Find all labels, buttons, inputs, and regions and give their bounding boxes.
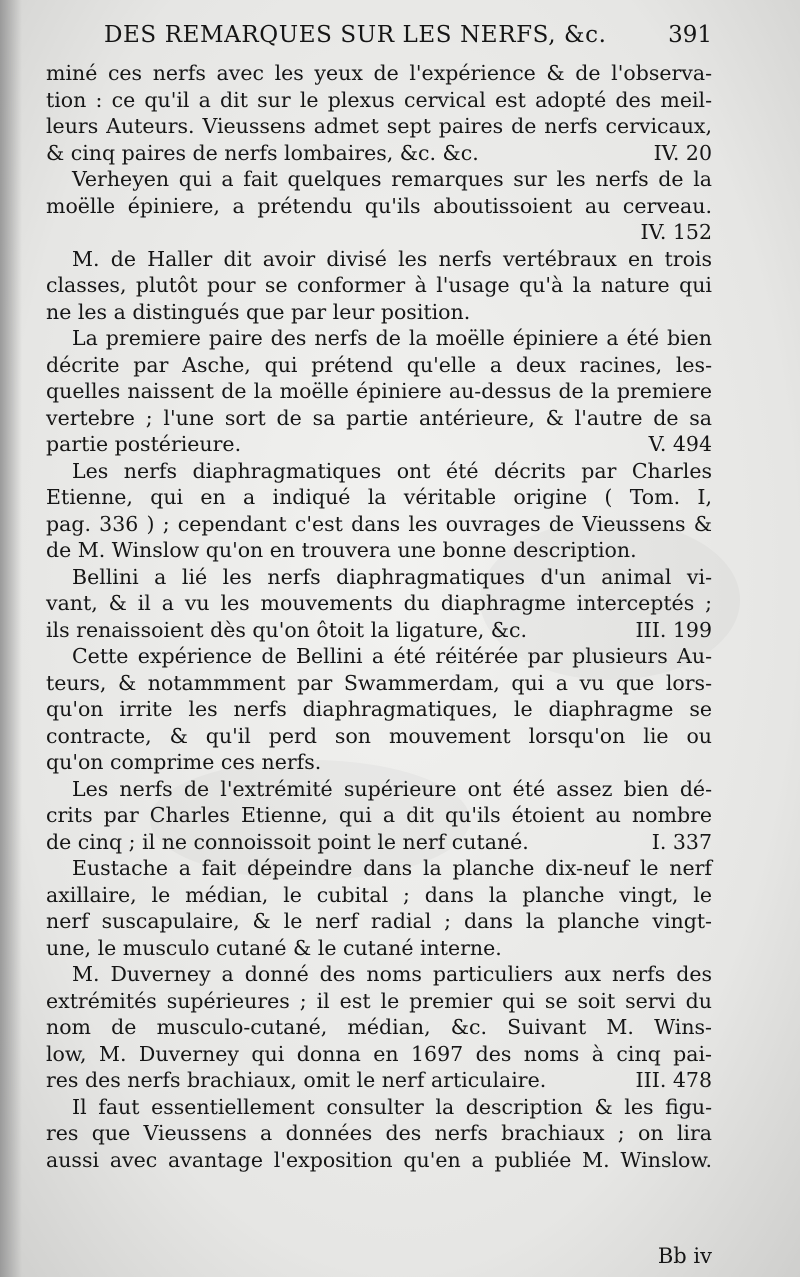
text-line: moëlle épiniere, a prétendu qu'ils aboutissoient au cerveau. (46, 193, 712, 218)
text-line: res que Vieussens a données des nerfs brachiaux ; on lira (46, 1121, 712, 1145)
text-line (46, 140, 712, 167)
catchword: Bb iv (657, 1244, 712, 1268)
page-header (104, 22, 712, 56)
text-line (46, 431, 712, 458)
reference: IV. 152 (640, 220, 712, 244)
text-line: aussi avec avantage l'exposition qu'en a publiée M. Winslow. (46, 1147, 712, 1172)
text-line: quelles naissent de la moëlle épiniere au-dessus de la premiere (46, 379, 712, 403)
page-number: 391 (668, 22, 712, 48)
text-line: vant, & il a vu les mouvements du diaphragme interceptés ; (46, 591, 712, 615)
text-line: nerf suscapulaire, & le nerf radial ; dans la planche vingt- (46, 909, 712, 933)
reference: V. 494 (648, 432, 712, 456)
text-line: extrémités supérieures ; il est le premier qui se soit servi du (46, 988, 712, 1013)
text-line: miné ces nerfs avec les yeux de l'expérience & de l'observa- (46, 61, 712, 85)
body-text (46, 60, 712, 1173)
text-line: leurs Auteurs. Vieussens admet sept paires de nerfs cervicaux, (46, 114, 712, 138)
reference: III. 199 (635, 617, 712, 642)
text-line: décrite par Asche, qui prétend qu'elle a deux racines, les- (46, 352, 712, 377)
text-line: classes, plutôt pour se conformer à l'usage qu'à la nature qui (46, 273, 712, 297)
text-segment: & cinq paires de nerfs lombaires, &c. &c. (46, 140, 479, 165)
text-segment: partie postérieure. (46, 432, 242, 456)
text-line: vertebre ; l'une sort de sa partie antérieure, & l'autre de sa (46, 405, 712, 430)
reference: IV. 20 (653, 140, 712, 165)
text-line: crits par Charles Etienne, qui a dit qu'ils étoient au nombre (46, 803, 712, 827)
text-line: Les nerfs de l'extrémité supérieure ont été assez bien dé- (72, 776, 712, 801)
text-line: low, M. Duverney qui donna en 1697 des noms à cinq pai- (46, 1041, 712, 1066)
text-line: Verheyen qui a fait quelques remarques sur les nerfs de la (72, 167, 712, 191)
text-line: pag. 336 ) ; cependant c'est dans les ouvrages de Vieussens & (46, 511, 712, 536)
text-line: Il faut essentiellement consulter la description & les figu- (72, 1094, 712, 1119)
text-line: qu'on comprime ces nerfs. (46, 750, 322, 774)
text-line (46, 1067, 712, 1094)
text-line: ne les a distingués que par leur position. (46, 299, 471, 324)
text-line: Cette expérience de Bellini a été réitérée par plusieurs Au- (72, 644, 712, 668)
text-segment: de cinq ; il ne connoissoit point le nerf cutané. (46, 829, 529, 854)
text-line: Eustache a fait dépeindre dans la planche dix-neuf le nerf (72, 856, 712, 880)
text-segment: ils renaissoient dès qu'on ôtoit la ligature, &c. (46, 617, 528, 642)
text-line: La premiere paire des nerfs de la moëlle épiniere a été bien (72, 326, 712, 350)
text-line: qu'on irrite les nerfs diaphragmatiques, le diaphragme se (46, 697, 712, 721)
text-line: Les nerfs diaphragmatiques ont été décrits par Charles (72, 458, 712, 483)
text-line: de M. Winslow qu'on en trouvera une bonne description. (46, 538, 637, 562)
text-line: M. Duverney a donné des noms particuliers aux nerfs des (72, 962, 712, 986)
running-title: DES REMARQUES SUR LES NERFS, &c. (104, 22, 607, 48)
text-line: une, le musculo cutané & le cutané interne. (46, 935, 502, 960)
text-line: nom de musculo-cutané, médian, &c. Suivant M. Wins- (46, 1015, 712, 1039)
text-line (46, 219, 712, 246)
text-line: Etienne, qui en a indiqué la véritable origine ( Tom. I, (46, 485, 712, 509)
text-segment: res des nerfs brachiaux, omit le nerf articulaire. (46, 1068, 547, 1092)
text-line: Bellini a lié les nerfs diaphragmatiques d'un animal vi- (72, 564, 712, 589)
text-line (46, 617, 712, 644)
reference: III. 478 (635, 1068, 712, 1092)
reference: I. 337 (651, 829, 712, 854)
text-line: contracte, & qu'il perd son mouvement lorsqu'on lie ou (46, 723, 712, 748)
text-line: axillaire, le médian, le cubital ; dans la planche vingt, le (46, 882, 712, 907)
text-line: teurs, & notammment par Swammerdam, qui a vu que lors- (46, 670, 712, 695)
text-line (46, 829, 712, 856)
text-line: tion : ce qu'il a dit sur le plexus cervical est adopté des meil- (46, 87, 712, 112)
text-line: M. de Haller dit avoir divisé les nerfs vertébraux en trois (72, 246, 712, 271)
